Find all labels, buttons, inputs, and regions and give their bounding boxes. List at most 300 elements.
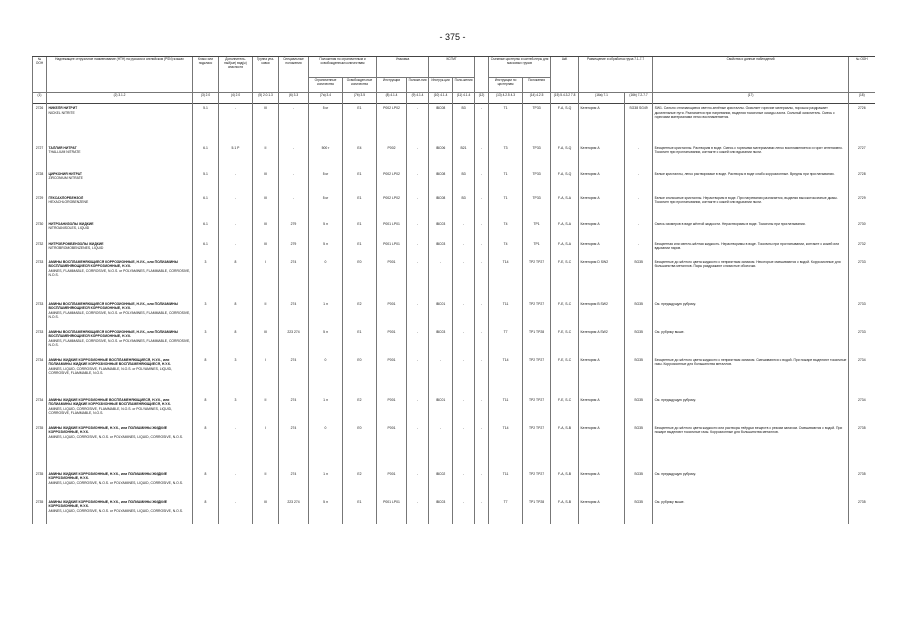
- cell-ibc: IBC01: [429, 300, 453, 328]
- cell-seg: SG35: [625, 258, 653, 300]
- cell-ems: F-E, S-C: [551, 300, 579, 328]
- shipping-name-en: NICKEL NITRITE: [48, 110, 75, 115]
- col-header: Надлежащее отгрузочное наименование (НТН) на русском и английском (PSN) языках: [47, 57, 193, 93]
- cell-tankp: TP33: [523, 104, 551, 144]
- cell-ems: F-E, S-C: [551, 396, 579, 424]
- cell-un2: 2732: [849, 240, 875, 258]
- col-header: Группа упа-ковки: [253, 57, 279, 93]
- shipping-name-cell: [47, 470, 193, 498]
- col-number: (4) 2.0: [219, 93, 253, 104]
- cell-stow: Категория D SW2: [579, 258, 625, 300]
- cell-pg: III: [253, 170, 279, 194]
- cell-lq: 500 г: [309, 144, 343, 170]
- cell-stow: Категория A: [579, 170, 625, 194]
- cell-sp: 279: [279, 240, 309, 258]
- cell-un2: 2733: [849, 300, 875, 328]
- shipping-name-en: AMINES, LIQUID, CORROSIVE, N.O.S. or POLYAMINES, LIQUID, CORROSIVE, N.O.S.: [48, 508, 183, 513]
- col-number: (17): [653, 93, 849, 104]
- cell-ibcp: B21: [453, 144, 475, 170]
- cell-pi: P002 LP02: [377, 194, 407, 220]
- col-header: Съемные цистерны и контей-неры для массовых грузов: [489, 57, 551, 78]
- cell-ibc: IBC08: [429, 104, 453, 144]
- col-number: (16b) 7.2-7.7: [625, 93, 653, 104]
- shipping-name-ru: АМИНЫ ЖИДКИЕ КОРРОЗИОННЫЕ ВОСПЛАМЕНЯЮЩИЕСЯ, Н.У.К., или ПОЛИАМИНЫ ЖИДКИЕ КОРРОЗИОННЫЕ ВОСПЛАМЕНЯЮЩИЕСЯ, Н.У.К.: [48, 397, 171, 407]
- cell-eq: E0: [343, 258, 377, 300]
- cell-lq: 1 л: [309, 396, 343, 424]
- cell-eq: E1: [343, 170, 377, 194]
- cell-tankp: TP33: [523, 144, 551, 170]
- cell-sp: 274: [279, 470, 309, 498]
- shipping-name-cell: [47, 328, 193, 356]
- cell-pp: -: [407, 258, 429, 300]
- table-row: [33, 470, 875, 498]
- cell-lq: 1 л: [309, 470, 343, 498]
- cell-seg: -: [625, 220, 653, 240]
- col-number: (18): [849, 93, 875, 104]
- cell-sub: -: [219, 498, 253, 524]
- cell-sub: -: [219, 104, 253, 144]
- cell-pp: -: [407, 356, 429, 396]
- cell-un: 2726: [33, 104, 47, 144]
- shipping-name-en: NITROBROMOBENZENES, LIQUID: [48, 246, 104, 251]
- cell-tankp: TP2 TP27: [523, 396, 551, 424]
- cell-lq: 0: [309, 356, 343, 396]
- cell-tank: T7: [489, 498, 523, 524]
- cell-tankp: TP2 TP27: [523, 470, 551, 498]
- cell-seg: -: [625, 144, 653, 170]
- cell-pg: III: [253, 194, 279, 220]
- cell-pg: III: [253, 328, 279, 356]
- cell-eq: E2: [343, 470, 377, 498]
- cell-sp: -: [279, 144, 309, 170]
- col-number: (6) 3.3: [279, 93, 309, 104]
- shipping-name-ru: НИТРОБРОМБЕНЗОЛЫ ЖИДКИЕ: [48, 241, 104, 246]
- cell-props: Бесцветные до жёлтого цвета жидкости с неприятным запахом. Некоторые смешиваются с водой. Коррозионные для большинства металлов. Пары раздражают слизистые оболочки.: [653, 258, 849, 300]
- cell-c12: -: [475, 356, 489, 396]
- cell-sub: 3: [219, 396, 253, 424]
- cell-sp: -: [279, 170, 309, 194]
- shipping-name-ru: АМИНЫ ВОСПЛАМЕНЯЮЩИЕСЯ КОРРОЗИОННЫЕ, Н.У.К., или ПОЛИАМИНЫ ВОСПЛАМЕНЯЮЩИЕСЯ КОРРОЗИОННЫЕ, Н.У.К.: [48, 329, 178, 339]
- cell-sp: -: [279, 104, 309, 144]
- cell-sp: 274: [279, 396, 309, 424]
- cell-sub: -: [219, 470, 253, 498]
- col-number: (5) 2.0.1.3: [253, 93, 279, 104]
- table-row: [33, 194, 875, 220]
- cell-pg: II: [253, 144, 279, 170]
- cell-c12: -: [475, 194, 489, 220]
- col-number: (7b) 3.5: [343, 93, 377, 104]
- cell-props: Бесцветные кристаллы. Растворим в воде. Смесь с горючими материалами легко воспламеняется и горит интенсивно. Токсичен при проглатывании, контакте с кожей или вдыхании пыли.: [653, 144, 849, 170]
- cell-un2: 2734: [849, 356, 875, 396]
- cell-pp: -: [407, 424, 429, 470]
- cell-eq: E1: [343, 328, 377, 356]
- cell-ems: F-A, S-Q: [551, 144, 579, 170]
- cell-props: См. предыдущую рубрику.: [653, 300, 849, 328]
- cell-ibc: -: [429, 356, 453, 396]
- cell-ibcp: B3: [453, 194, 475, 220]
- cell-eq: E2: [343, 396, 377, 424]
- cell-pg: II: [253, 300, 279, 328]
- cell-eq: E0: [343, 424, 377, 470]
- col-header: [475, 57, 489, 93]
- cell-cls: 8: [193, 356, 219, 396]
- cell-sp: 274: [279, 300, 309, 328]
- table-row: [33, 240, 875, 258]
- table-row: [33, 258, 875, 300]
- cell-props: Смесь изомеров в виде жёлтой жидкости. Нерастворимы в воде. Токсичны при проглатывании.: [653, 220, 849, 240]
- cell-ems: F-A, S-B: [551, 424, 579, 470]
- cell-cls: 6.1: [193, 220, 219, 240]
- cell-seg: SG35: [625, 498, 653, 524]
- cell-lq: 5 кг: [309, 170, 343, 194]
- cell-lq: 5 л: [309, 240, 343, 258]
- cell-tank: T7: [489, 328, 523, 356]
- col-subheader: Положения: [523, 78, 551, 93]
- cell-pg: II: [253, 396, 279, 424]
- cell-pi: P001: [377, 328, 407, 356]
- cell-cls: 6.1: [193, 240, 219, 258]
- cell-sub: 8: [219, 328, 253, 356]
- cell-lq: 5 кг: [309, 194, 343, 220]
- cell-props: См. предыдущую рубрику.: [653, 396, 849, 424]
- cell-un: 2734: [33, 356, 47, 396]
- cell-un: 2734: [33, 396, 47, 424]
- shipping-name-en: AMINES, LIQUID, CORROSIVE, FLAMMABLE, N.O.S. or POLYAMINES, LIQUID, CORROSIVE, FLAMMABLE, N.O.S.: [48, 406, 172, 416]
- cell-un: 2735: [33, 470, 47, 498]
- col-subheader: Инструкции: [377, 78, 407, 93]
- cell-c12: -: [475, 258, 489, 300]
- cell-eq: E1: [343, 220, 377, 240]
- cell-sub: -: [219, 424, 253, 470]
- cell-seg: SG35: [625, 328, 653, 356]
- table-row: [33, 300, 875, 328]
- col-number: (14) 4.2.5: [523, 93, 551, 104]
- col-header: № ООН: [33, 57, 47, 93]
- cell-ems: F-E, S-C: [551, 356, 579, 396]
- shipping-name-ru: НИТРОАНИЗОЛЫ ЖИДКИЕ: [48, 221, 94, 226]
- cell-pi: P001: [377, 396, 407, 424]
- cell-ems: F-E, S-C: [551, 258, 579, 300]
- cell-lq: 5 л: [309, 220, 343, 240]
- cell-eq: E1: [343, 498, 377, 524]
- cell-props: Белые игольчатые кристаллы. Нерастворим в воде. При нагревании разлагается, выделяя высокотоксичные дымы. Токсичен при проглатывании, контакте с кожей или вдыхании пыли.: [653, 194, 849, 220]
- cell-tank: T3: [489, 144, 523, 170]
- cell-pi: P002 LP02: [377, 170, 407, 194]
- cell-props: Бесцветная или светло-жёлтая жидкость. Нерастворимы в воде. Токсичны при проглатывании, контакте с кожей или вдыхании паров.: [653, 240, 849, 258]
- cell-ibcp: -: [453, 356, 475, 396]
- cell-ibcp: -: [453, 240, 475, 258]
- cell-c12: -: [475, 170, 489, 194]
- cell-ibc: IBC08: [429, 194, 453, 220]
- cell-pi: P002: [377, 144, 407, 170]
- cell-pg: III: [253, 498, 279, 524]
- cell-ibc: IBC03: [429, 220, 453, 240]
- cell-un2: 2733: [849, 258, 875, 300]
- cell-ems: F-A, S-B: [551, 498, 579, 524]
- col-number: (7a) 3.4: [309, 93, 343, 104]
- cell-ibcp: -: [453, 300, 475, 328]
- shipping-name-ru: АМИНЫ ЖИДКИЕ КОРРОЗИОННЫЕ, Н.У.К., или ПОЛИАМИНЫ ЖИДКИЕ КОРРОЗИОННЫЕ, Н.У.К.: [48, 425, 168, 435]
- col-header: КСГМГ: [429, 57, 475, 78]
- shipping-name-cell: [47, 424, 193, 470]
- col-number: (2) 3.1.2: [47, 93, 193, 104]
- cell-eq: E1: [343, 104, 377, 144]
- cell-seg: SG38 SG49: [625, 104, 653, 144]
- col-header: Класс или подкласс: [193, 57, 219, 93]
- cell-un2: 2733: [849, 328, 875, 356]
- col-subheader: Инструкции по цистернам: [489, 78, 523, 93]
- cell-lq: 5 л: [309, 498, 343, 524]
- cell-un: 2732: [33, 240, 47, 258]
- cell-seg: SG35: [625, 396, 653, 424]
- cell-stow: Категория A: [579, 220, 625, 240]
- cell-c12: -: [475, 498, 489, 524]
- cell-props: Бесцветные до жёлтого цвета жидкости с неприятным запахом. Смешиваются с водой. При пожаре выделяют токсичные газы. Коррозионные для большинства металлов.: [653, 356, 849, 396]
- cell-ems: F-A, S-A: [551, 220, 579, 240]
- cell-ibcp: -: [453, 220, 475, 240]
- cell-pi: P001: [377, 300, 407, 328]
- col-number: (10) 4.1.4: [429, 93, 453, 104]
- cell-ems: F-A, S-Q: [551, 170, 579, 194]
- shipping-name-ru: АМИНЫ ВОСПЛАМЕНЯЮЩИЕСЯ КОРРОЗИОННЫЕ, Н.У.К., или ПОЛИАМИНЫ ВОСПЛАМЕНЯЮЩИЕСЯ КОРРОЗИОННЫЕ, Н.У.К.: [48, 259, 178, 269]
- cell-seg: -: [625, 240, 653, 258]
- cell-eq: E1: [343, 240, 377, 258]
- cell-stow: Категория B SW2: [579, 300, 625, 328]
- col-number: (16a) 7.1: [579, 93, 625, 104]
- cell-pg: III: [253, 104, 279, 144]
- cell-stow: Категория A: [579, 104, 625, 144]
- page-number: - 375 -: [439, 32, 466, 42]
- cell-pp: -: [407, 220, 429, 240]
- cell-ibc: IBC08: [429, 170, 453, 194]
- shipping-name-cell: [47, 144, 193, 170]
- shipping-name-cell: [47, 498, 193, 524]
- cell-ibc: IBC02: [429, 470, 453, 498]
- cell-tank: T4: [489, 240, 523, 258]
- table-row: [33, 396, 875, 424]
- cell-seg: SG35: [625, 356, 653, 396]
- cell-lq: 0: [309, 424, 343, 470]
- shipping-name-ru: ЦИРКОНИЯ НИТРАТ: [48, 171, 82, 176]
- cell-eq: E0: [343, 356, 377, 396]
- cell-un: 2735: [33, 424, 47, 470]
- cell-sp: 223 274: [279, 328, 309, 356]
- cell-pg: I: [253, 356, 279, 396]
- cell-ibc: IBC03: [429, 328, 453, 356]
- cell-lq: 1 л: [309, 300, 343, 328]
- cell-ems: F-A, S-A: [551, 240, 579, 258]
- cell-stow: Категория A: [579, 240, 625, 258]
- table-row: [33, 170, 875, 194]
- cell-props: См. рубрику выше.: [653, 328, 849, 356]
- cell-ibc: -: [429, 424, 453, 470]
- table-row: [33, 104, 875, 144]
- cell-c12: -: [475, 144, 489, 170]
- cell-c12: -: [475, 300, 489, 328]
- cell-cls: 8: [193, 470, 219, 498]
- cell-ibc: -: [429, 258, 453, 300]
- table-row: [33, 220, 875, 240]
- cell-sp: 279: [279, 220, 309, 240]
- cell-pi: P001: [377, 424, 407, 470]
- cell-c12: -: [475, 424, 489, 470]
- cell-pp: -: [407, 170, 429, 194]
- shipping-name-en: AMINES, FLAMMABLE, CORROSIVE, N.O.S. or POLYAMINES, FLAMMABLE, CORROSIVE, N.O.S.: [48, 338, 191, 348]
- cell-stow: Категория A: [579, 356, 625, 396]
- cell-props: См. предыдущую рубрику.: [653, 470, 849, 498]
- header-row-1: [33, 57, 875, 78]
- cell-lq: 5 кг: [309, 104, 343, 144]
- cell-pp: -: [407, 300, 429, 328]
- cell-pg: I: [253, 258, 279, 300]
- cell-seg: SG35: [625, 470, 653, 498]
- cell-c12: -: [475, 104, 489, 144]
- cell-sub: -: [219, 170, 253, 194]
- cell-pp: -: [407, 104, 429, 144]
- cell-tank: T11: [489, 396, 523, 424]
- col-header: № ООН: [849, 57, 875, 93]
- shipping-name-cell: [47, 194, 193, 220]
- cell-props: SW1. Сильно отличающиеся светло-зелёные кристаллы. Окисляет горючие материалы, порошок раздражает дыхательные пути. Разлагается при нагревании, выделяя токсичные оксиды азота. Сильный окислитель. Смесь с горючими материалами легко воспламеняется.: [653, 104, 849, 144]
- cell-cls: 8: [193, 498, 219, 524]
- cell-ibc: IBC03: [429, 240, 453, 258]
- shipping-name-ru: АМИНЫ ВОСПЛАМЕНЯЮЩИЕСЯ КОРРОЗИОННЫЕ, Н.У.К., или ПОЛИАМИНЫ ВОСПЛАМЕНЯЮЩИЕСЯ КОРРОЗИОННЫЕ, Н.У.К.: [48, 301, 178, 311]
- cell-pi: P001 LP01: [377, 220, 407, 240]
- cell-ems: F-E, S-C: [551, 328, 579, 356]
- cell-pi: P001: [377, 470, 407, 498]
- cell-ibcp: -: [453, 258, 475, 300]
- cell-cls: 3: [193, 328, 219, 356]
- shipping-name-cell: [47, 300, 193, 328]
- shipping-name-en: ZIRCONIUM NITRATE: [48, 176, 83, 181]
- cell-un2: 2729: [849, 194, 875, 220]
- cell-tank: T1: [489, 170, 523, 194]
- shipping-name-cell: [47, 396, 193, 424]
- cell-lq: 0: [309, 258, 343, 300]
- cell-props: Белые кристаллы, легко растворимые в воде. Растворы в воде слабо коррозионные. Вредны при проглатывании.: [653, 170, 849, 194]
- cell-tankp: TP1: [523, 240, 551, 258]
- col-number: (8) 4.1.4: [377, 93, 407, 104]
- cell-tank: T4: [489, 220, 523, 240]
- cell-tankp: TP2 TP27: [523, 258, 551, 300]
- cell-c12: -: [475, 240, 489, 258]
- cell-eq: E2: [343, 300, 377, 328]
- cell-ibc: IBC06: [429, 144, 453, 170]
- cell-ibcp: -: [453, 396, 475, 424]
- cell-ems: F-A, S-A: [551, 194, 579, 220]
- shipping-name-ru: ГЕКСАХЛОРБЕНЗОЛ: [48, 195, 84, 200]
- cell-c12: -: [475, 396, 489, 424]
- cell-pi: P001: [377, 356, 407, 396]
- cell-sub: 8: [219, 258, 253, 300]
- shipping-name-cell: [47, 240, 193, 258]
- cell-stow: Категория A: [579, 424, 625, 470]
- cell-ibcp: B3: [453, 170, 475, 194]
- col-header: АкК: [551, 57, 579, 93]
- cell-sp: 274: [279, 424, 309, 470]
- shipping-name-ru: АМИНЫ ЖИДКИЕ КОРРОЗИОННЫЕ ВОСПЛАМЕНЯЮЩИЕСЯ, Н.У.К., или ПОЛИАМИНЫ ЖИДКИЕ КОРРОЗИОННЫЕ ВОСПЛАМЕНЯЮЩИЕСЯ, Н.У.К.: [48, 357, 171, 367]
- cell-tank: T14: [489, 356, 523, 396]
- cell-pp: -: [407, 240, 429, 258]
- cell-cls: 3: [193, 300, 219, 328]
- cell-tank: T1: [489, 194, 523, 220]
- col-header: Упаковка: [377, 57, 429, 78]
- col-subheader: Ограниченные количества: [309, 78, 343, 93]
- col-subheader: Положе-ния: [407, 78, 429, 93]
- cell-pg: III: [253, 220, 279, 240]
- cell-ibcp: B3: [453, 104, 475, 144]
- cell-pp: -: [407, 144, 429, 170]
- cell-un: 2728: [33, 170, 47, 194]
- table-row: [33, 356, 875, 396]
- cell-tank: T14: [489, 424, 523, 470]
- cell-cls: 5.1: [193, 104, 219, 144]
- cell-tankp: TP2 TP27: [523, 424, 551, 470]
- cell-eq: E1: [343, 194, 377, 220]
- col-header: Специальные положения: [279, 57, 309, 93]
- cell-pp: -: [407, 498, 429, 524]
- shipping-name-cell: [47, 170, 193, 194]
- cell-stow: Категория A: [579, 144, 625, 170]
- cell-pi: P002 LP02: [377, 104, 407, 144]
- shipping-name-en: AMINES, LIQUID, CORROSIVE, N.O.S. or POLYAMINES, LIQUID, CORROSIVE, N.O.S.: [48, 480, 183, 485]
- cell-tankp: TP33: [523, 194, 551, 220]
- cell-ibcp: -: [453, 498, 475, 524]
- shipping-name-en: AMINES, FLAMMABLE, CORROSIVE, N.O.S. or POLYAMINES, FLAMMABLE, CORROSIVE, N.O.S.: [48, 268, 191, 278]
- shipping-name-en: AMINES, LIQUID, CORROSIVE, FLAMMABLE, N.O.S. or POLYAMINES, LIQUID, CORROSIVE, FLAMMABLE, N.O.S.: [48, 366, 172, 376]
- header-row-3: [33, 93, 875, 104]
- cell-sub: -: [219, 240, 253, 258]
- shipping-name-ru: АМИНЫ ЖИДКИЕ КОРРОЗИОННЫЕ, Н.У.К., или ПОЛИАМИНЫ ЖИДКИЕ КОРРОЗИОННЫЕ, Н.У.К.: [48, 499, 168, 509]
- cell-un2: 2730: [849, 220, 875, 240]
- col-number: (1): [33, 93, 47, 104]
- col-number: (9) 4.1.4: [407, 93, 429, 104]
- cell-ibcp: -: [453, 424, 475, 470]
- col-number: (11) 4.1.4: [453, 93, 475, 104]
- col-number: (15) 5.4.3.2 7.8: [551, 93, 579, 104]
- cell-sp: -: [279, 194, 309, 220]
- cell-un: 2730: [33, 220, 47, 240]
- table-row: [33, 144, 875, 170]
- cell-props: Бесцветные до жёлтого цвета жидкости или растворы твёрдых веществ с резким запахом. Смешиваются с водой. При пожаре выделяют токсичные газы. Коррозионные для большинства металлов.: [653, 424, 849, 470]
- cell-pi: P001 LP01: [377, 240, 407, 258]
- cell-pp: -: [407, 194, 429, 220]
- cell-lq: 5 л: [309, 328, 343, 356]
- shipping-name-cell: [47, 104, 193, 144]
- col-subheader: Поло-жения: [453, 78, 475, 93]
- cell-c12: -: [475, 328, 489, 356]
- cell-c12: -: [475, 470, 489, 498]
- cell-ibcp: -: [453, 470, 475, 498]
- cell-c12: -: [475, 220, 489, 240]
- cell-sub: 5.1 P: [219, 144, 253, 170]
- table-row: [33, 498, 875, 524]
- shipping-name-ru: НИКЕЛЯ НИТРИТ: [48, 106, 78, 110]
- cell-stow: Категория A SW2: [579, 328, 625, 356]
- dangerous-goods-table: [32, 56, 875, 524]
- cell-cls: 8: [193, 396, 219, 424]
- cell-ibc: IBC01: [429, 396, 453, 424]
- cell-un: 2733: [33, 258, 47, 300]
- cell-tankp: TP1 TP28: [523, 498, 551, 524]
- cell-un: 2733: [33, 300, 47, 328]
- cell-ems: F-A, S-B: [551, 470, 579, 498]
- cell-props: См. рубрику выше.: [653, 498, 849, 524]
- cell-tankp: TP2 TP27: [523, 300, 551, 328]
- cell-un2: 2727: [849, 144, 875, 170]
- shipping-name-ru: ТАЛЛИЯ НИТРАТ: [48, 145, 77, 150]
- col-number: (12): [475, 93, 489, 104]
